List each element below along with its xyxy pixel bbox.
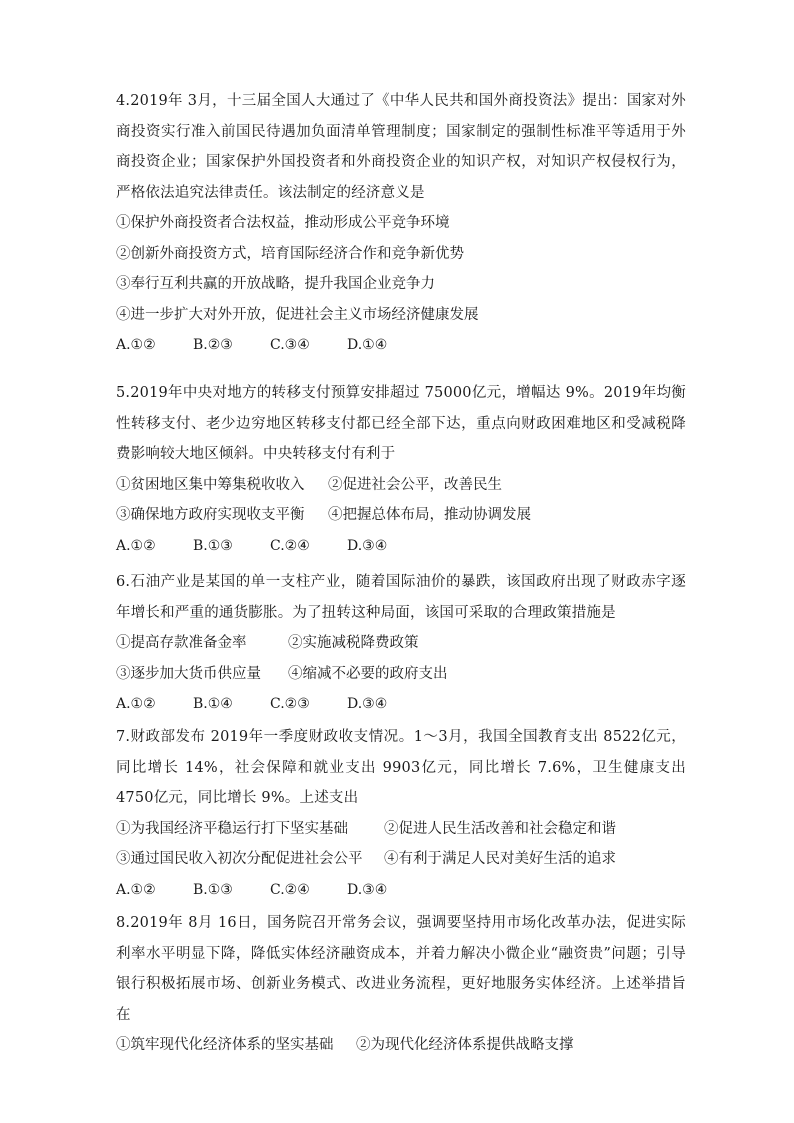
option-1: ①保护外商投资者合法权益，推动形成公平竞争环境 <box>116 215 450 231</box>
answer-choices <box>116 531 686 562</box>
option-1: ①提高存款准备金率 <box>116 635 247 651</box>
option-4: ④有利于满足人民对美好生活的追求 <box>384 851 616 867</box>
option-3: ③逐步加大货币供应量 <box>116 665 261 682</box>
answer-a: A.①② <box>116 537 156 554</box>
answer-choices <box>116 875 686 906</box>
question-stem: 8.2019年 8月 16日，国务院召开常务会议，强调要坚持用市场化改革办法，促进实际利率水平明显下降，降低实体经济融资成本，并着力解决小微企业“融资贵”问题；引导银行积极拓展市场、创新业务模式、改进业务流程，更好地服务实体经济。上述举措旨在 <box>116 915 686 1023</box>
answer-b: B.①③ <box>193 881 233 898</box>
question-4 <box>116 86 686 361</box>
question-stem: 6.石油产业是某国的单一支柱产业，随着国际油价的暴跌，该国政府出现了财政赤字逐年增长和严重的通货膨胀。为了扭转这种局面，该国可采取的合理政策措施是 <box>116 574 686 621</box>
question-stem: 5.2019年中央对地方的转移支付预算安排超过 75000亿元，增幅达 9%。2019年均衡性转移支付、老少边穷地区转移支付都已经全部下达，重点向财政困难地区和受减税降费影响较大地区倾斜。中央转移支付有利于 <box>116 385 686 462</box>
option-2: ②促进社会公平，改善民生 <box>328 476 502 493</box>
answer-c: C.②④ <box>270 881 310 898</box>
answer-choices <box>116 689 686 720</box>
answer-d: D.③④ <box>347 881 388 898</box>
question-7 <box>116 722 686 905</box>
option-row <box>116 1030 686 1061</box>
answer-d: D.③④ <box>347 537 388 554</box>
question-8 <box>116 908 686 1061</box>
answer-choices <box>116 330 686 361</box>
option-2: ②创新外商投资方式，培育国际经济合作和竞争新优势 <box>116 245 464 262</box>
answer-a: A.①② <box>116 337 156 353</box>
answer-b: B.①③ <box>193 537 233 554</box>
answer-c: C.②③ <box>270 696 310 712</box>
question-stem: 4.2019年 3月，十三届全国人大通过了《中华人民共和国外商投资法》提出：国家对外商投资实行准入前国民待遇加负面清单管理制度；国家制定的强制性标准平等适用于外商投资企业；国家保护外国投资者和外商投资企业的知识产权，对知识产权侵权行为，严格依法追究法律责任。该法制定的经济意义是 <box>116 93 686 201</box>
option-row <box>116 844 686 875</box>
option-row <box>116 628 686 659</box>
answer-a: A.①② <box>116 881 156 898</box>
option-3: ③通过国民收入初次分配促进社会公平 <box>116 851 363 867</box>
option-3: ③确保地方政府实现收支平衡 <box>116 507 305 523</box>
option-2: ②为现代化经济体系提供战略支撑 <box>356 1037 574 1053</box>
answer-c: C.②④ <box>270 537 310 554</box>
option-row <box>116 659 686 690</box>
option-1: ①筑牢现代化经济体系的坚实基础 <box>116 1037 334 1053</box>
option-4: ④进一步扩大对外开放，促进社会主义市场经济健康发展 <box>116 306 479 323</box>
option-row <box>116 470 686 501</box>
question-stem: 7.财政部发布 2019年一季度财政收支情况。1～3月，我国全国教育支出 8522亿元，同比增长 14%，社会保障和就业支出 9903亿元，同比增长 7.6%，卫生健康支出 4750亿元，同比增长 9%。上述支出 <box>116 729 686 806</box>
option-3: ③奉行互利共赢的开放战略，提升我国企业竞争力 <box>116 276 435 292</box>
answer-d: D.①④ <box>347 337 388 353</box>
answer-a: A.①② <box>116 696 156 712</box>
option-row <box>116 814 686 845</box>
option-1: ①为我国经济平稳运行打下坚实基础 <box>116 820 348 837</box>
answer-d: D.③④ <box>347 696 388 712</box>
option-row <box>116 500 686 531</box>
option-2: ②实施减税降费政策 <box>288 635 419 651</box>
answer-b: B.①④ <box>193 696 233 712</box>
answer-c: C.③④ <box>270 337 310 353</box>
option-4: ④把握总体布局，推动协调发展 <box>328 507 531 523</box>
question-6 <box>116 567 686 720</box>
option-1: ①贫困地区集中筹集税收收入 <box>116 476 305 493</box>
option-2: ②促进人民生活改善和社会稳定和谐 <box>384 820 616 837</box>
question-5 <box>116 378 686 561</box>
answer-b: B.②③ <box>193 337 233 353</box>
option-4: ④缩减不必要的政府支出 <box>288 665 448 682</box>
